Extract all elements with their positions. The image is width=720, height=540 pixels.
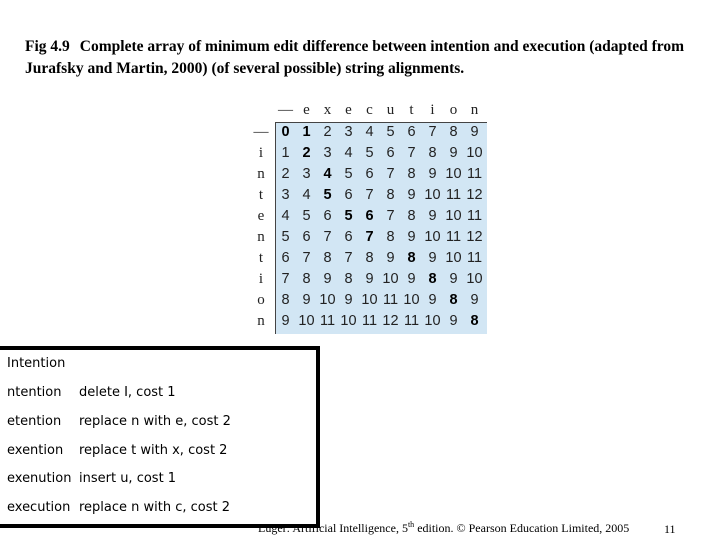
matrix-cell: 10 [424,313,441,329]
step-word: etention [7,414,62,429]
matrix-cell: 10 [361,292,378,308]
matrix-cell: 9 [323,271,332,287]
matrix-cell: 9 [428,292,437,308]
matrix-cell: 10 [445,166,462,182]
matrix-cell: 8 [302,271,311,287]
matrix-cell: 0 [281,124,290,140]
matrix-cell: 12 [466,229,483,245]
matrix-cell: 7 [323,229,332,245]
column-header: x [323,102,332,118]
matrix-cell: 9 [470,292,479,308]
matrix-cell: 5 [344,166,353,182]
column-header: e [303,102,310,118]
alignment-steps-box [0,346,320,528]
matrix-cell: 5 [344,208,353,224]
matrix-cell: 8 [428,271,437,287]
matrix-cell: 6 [407,124,416,140]
alignment-step [7,471,176,486]
page-number: 11 [664,522,676,536]
matrix-cell: 1 [281,145,290,161]
step-description: insert u, cost 1 [79,471,177,486]
matrix-cell: 8 [470,313,479,329]
matrix-cell: 5 [323,187,332,203]
column-header: t [409,102,414,118]
matrix-cell: 7 [365,187,374,203]
matrix-cell: 2 [323,124,332,140]
step-word: Intention [7,356,66,371]
matrix-cell: 6 [323,208,332,224]
matrix-cell: 4 [302,187,311,203]
row-header: t [258,187,264,203]
matrix-cell: 2 [302,145,311,161]
matrix-cell: 4 [323,166,332,182]
matrix-cell: 4 [365,124,374,140]
step-description: replace n with c, cost 2 [79,500,231,515]
matrix-cell: 8 [281,292,290,308]
matrix-cell: 10 [298,313,315,329]
matrix-cell: 5 [281,229,290,245]
step-word: ntention [7,385,62,400]
row-header: e [257,208,265,224]
column-header: — [278,102,293,118]
matrix-cell: 10 [403,292,420,308]
matrix-cell: 10 [319,292,336,308]
matrix-cell: 8 [449,124,458,140]
footer-credit-post: edition. © Pearson Education Limited, 2005 [414,521,630,535]
matrix-cell: 11 [361,313,378,329]
figure-label: Fig 4.9 [25,38,70,55]
matrix-cell: 8 [344,271,353,287]
matrix-cell: 9 [407,229,416,245]
alignment-step [7,443,227,458]
column-header: e [345,102,352,118]
matrix-cell: 4 [344,145,353,161]
matrix-cell: 10 [424,187,441,203]
matrix-cell: 6 [344,187,353,203]
matrix-cell: 11 [466,250,483,266]
grid-top-border [275,122,487,123]
matrix-cell: 6 [386,145,395,161]
matrix-cell: 10 [382,271,399,287]
column-header: n [470,102,479,118]
matrix-cell: 8 [386,229,395,245]
step-description: delete I, cost 1 [79,385,176,400]
matrix-cell: 10 [445,208,462,224]
matrix-cell: 9 [449,145,458,161]
row-header: n [257,229,265,245]
matrix-cell: 5 [302,208,311,224]
matrix-cell: 9 [407,271,416,287]
matrix-cell: 7 [386,166,395,182]
footer-credit-sup: th [407,520,415,529]
alignment-step [7,414,231,429]
matrix-cell: 9 [470,124,479,140]
step-word: exention [7,443,64,458]
matrix-cell: 8 [407,208,416,224]
matrix-cell: 3 [281,187,290,203]
step-description: replace t with x, cost 2 [79,443,228,458]
matrix-cell: 11 [445,187,462,203]
matrix-cell: 7 [344,250,353,266]
matrix-cell: 10 [466,271,483,287]
matrix-cell: 10 [340,313,357,329]
matrix-cell: 11 [466,166,483,182]
matrix-cell: 8 [449,292,458,308]
footer-credit [258,520,629,536]
matrix-cell: 2 [281,166,290,182]
edit-distance-grid [275,122,487,334]
matrix-cell: 8 [407,166,416,182]
matrix-cell: 8 [386,187,395,203]
matrix-cell: 3 [302,166,311,182]
matrix-cell: 9 [428,208,437,224]
footer-credit-pre: Luger: Artificial Intelligence, 5 [258,521,408,535]
matrix-cell: 9 [407,187,416,203]
matrix-cell: 7 [365,229,374,245]
row-header: t [258,250,264,266]
matrix-cell: 6 [281,250,290,266]
matrix-cell: 9 [344,292,353,308]
matrix-cell: 9 [449,271,458,287]
matrix-cell: 7 [281,271,290,287]
matrix-cell: 1 [302,124,311,140]
figure-caption [25,36,705,80]
step-word: execution [7,500,71,515]
matrix-cell: 10 [445,250,462,266]
matrix-cell: 11 [445,229,462,245]
matrix-cell: 7 [302,250,311,266]
matrix-cell: 7 [407,145,416,161]
matrix-cell: 9 [428,166,437,182]
matrix-cell: 10 [424,229,441,245]
figure-caption-text: Complete array of minimum edit difference between intention and execution (adapted from Jurafsky and Martin, 2000) (of several possible) string alignments. [25,38,685,77]
step-word: exenution [7,471,72,486]
matrix-cell: 11 [382,292,399,308]
matrix-cell: 8 [428,145,437,161]
matrix-cell: 7 [428,124,437,140]
step-description: replace n with e, cost 2 [79,414,231,429]
matrix-cell: 12 [466,187,483,203]
matrix-cell: 3 [344,124,353,140]
alignment-step [7,500,230,515]
row-header: i [258,145,264,161]
matrix-cell: 9 [281,313,290,329]
row-header: i [258,271,264,287]
matrix-cell: 9 [428,250,437,266]
row-header: — [253,124,269,140]
grid-left-border [275,122,276,334]
alignment-step [7,385,176,400]
matrix-cell: 6 [302,229,311,245]
column-header: u [386,102,395,118]
matrix-cell: 5 [365,145,374,161]
column-header: o [449,102,458,118]
alignment-step [7,356,77,371]
matrix-cell: 9 [449,313,458,329]
matrix-cell: 6 [365,166,374,182]
row-header: n [257,166,265,182]
column-header: i [430,102,435,118]
matrix-cell: 4 [281,208,290,224]
matrix-cell: 11 [403,313,420,329]
matrix-cell: 5 [386,124,395,140]
matrix-cell: 8 [407,250,416,266]
matrix-cell: 6 [344,229,353,245]
matrix-cell: 12 [382,313,399,329]
row-header: o [257,292,265,308]
matrix-cell: 10 [466,145,483,161]
matrix-cell: 11 [466,208,483,224]
matrix-cell: 6 [365,208,374,224]
matrix-cell: 7 [386,208,395,224]
matrix-cell: 8 [365,250,374,266]
row-header: n [257,313,265,329]
matrix-cell: 9 [302,292,311,308]
matrix-cell: 8 [323,250,332,266]
matrix-cell: 3 [323,145,332,161]
column-header: c [366,102,373,118]
matrix-cell: 9 [386,250,395,266]
matrix-cell: 11 [319,313,336,329]
matrix-cell: 9 [365,271,374,287]
